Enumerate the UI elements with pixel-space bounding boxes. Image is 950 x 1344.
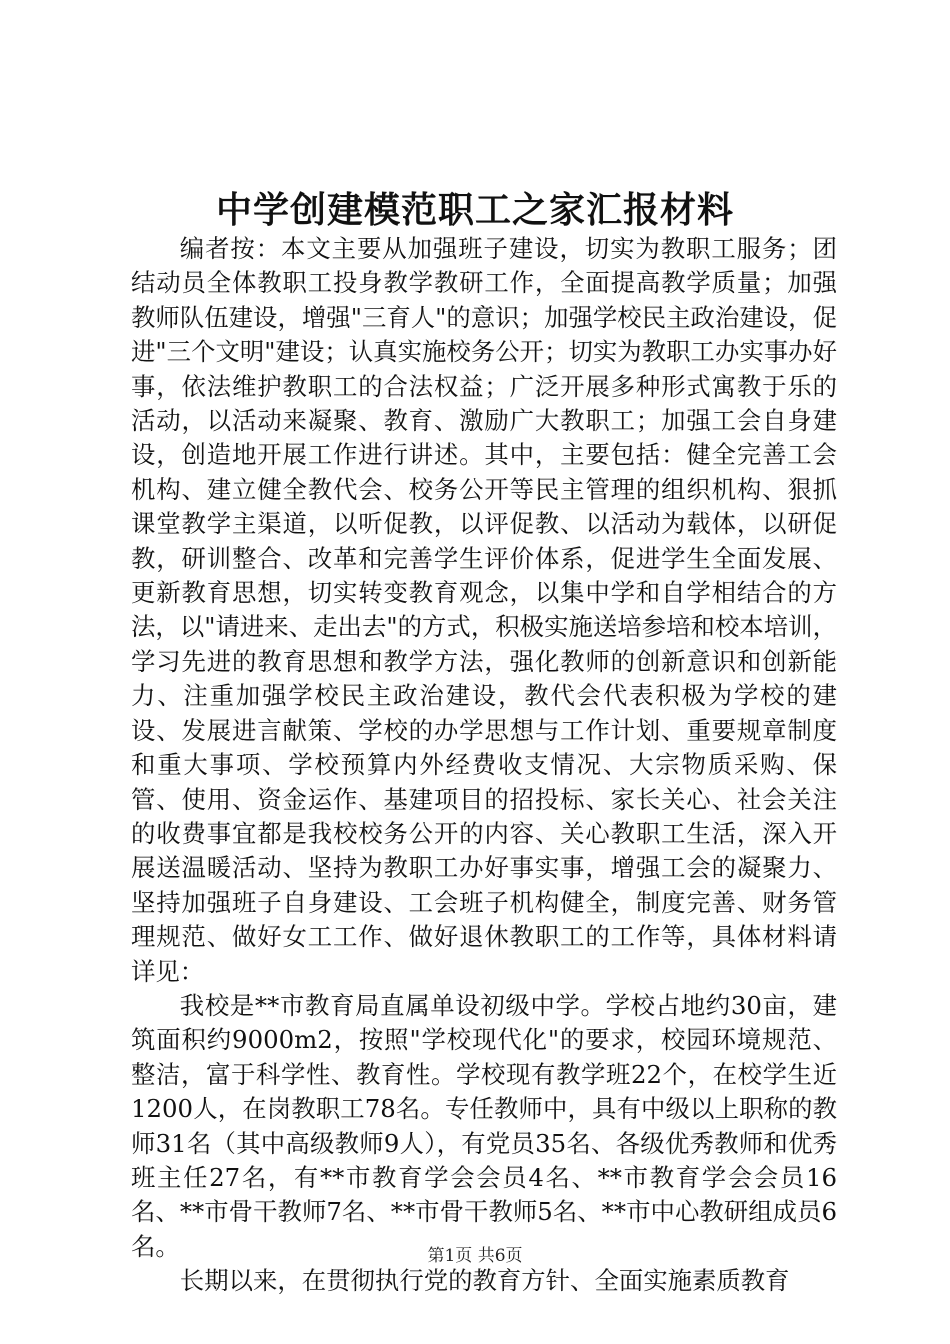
paragraph-long-term: 长期以来，在贯彻执行党的教育方针、全面实施素质教育: [179, 1266, 790, 1296]
page-number-footer: 第1页 共6页: [427, 1246, 523, 1266]
document-title: 中学创建模范职工之家汇报材料: [215, 189, 734, 231]
document-body: [131, 232, 837, 1299]
paragraph-school-overview: 我校是**市教育局直属单设初级中学。学校占地约30亩，建筑面积约9000m2，按照"学校现代化"的要求，校园环境规范、整洁，富于科学性、教育性。学校现有教学班22个，在校学生近1200人，在岗教职工78名。专任教师中，具有中级以上职称的教师31名（其中高级教师9人），有党员35名、各级优秀教师和优秀班主任27名，有**市教育学会会员4名、**市教育学会会员16名、**市骨干教师7名、**市骨干教师5名、**市中心教研组成员6名。: [131, 990, 837, 1261]
paragraph-editor-note: 编者按：本文主要从加强班子建设，切实为教职工服务；团结动员全体教职工投身教学教研工作，全面提高教学质量；加强教师队伍建设，增强"三育人"的意识；加强学校民主政治建设，促进"三个文明"建设；认真实施校务公开；切实为教职工办实事办好事，依法维护教职工的合法权益；广泛开展多种形式寓教于乐的活动，以活动来凝聚、教育、激励广大教职工；加强工会自身建设，创造地开展工作进行讲述。其中，主要包括：健全完善工会机构、建立健全教代会、校务公开等民主管理的组织机构、狠抓课堂教学主渠道，以听促教，以评促教、以活动为载体，以研促教，研训整合、改革和完善学生评价体系，促进学生全面发展、更新教育思想，切实转变教育观念，以集中学和自学相结合的方法，以"请进来、走出去"的方式，积极实施送培参培和校本培训，学习先进的教育思想和教学方法，强化教师的创新意识和创新能力、注重加强学校民主政治建设，教代会代表积极为学校的建设、发展进言献策、学校的办学思想与工作计划、重要规章制度和重大事项、学校预算内外经费收支情况、大宗物质采购、保管、使用、资金运作、基建项目的招投标、家长关心、社会关注的收费事宜都是我校校务公开的内容、关心教职工生活，深入开展送温暖活动、坚持为教职工办好事实事，增强工会的凝聚力、坚持加强班子自身建设、工会班子机构健全，制度完善、财务管理规范、做好女工工作、做好退休教职工的工作等，具体材料请详见：: [131, 234, 837, 986]
